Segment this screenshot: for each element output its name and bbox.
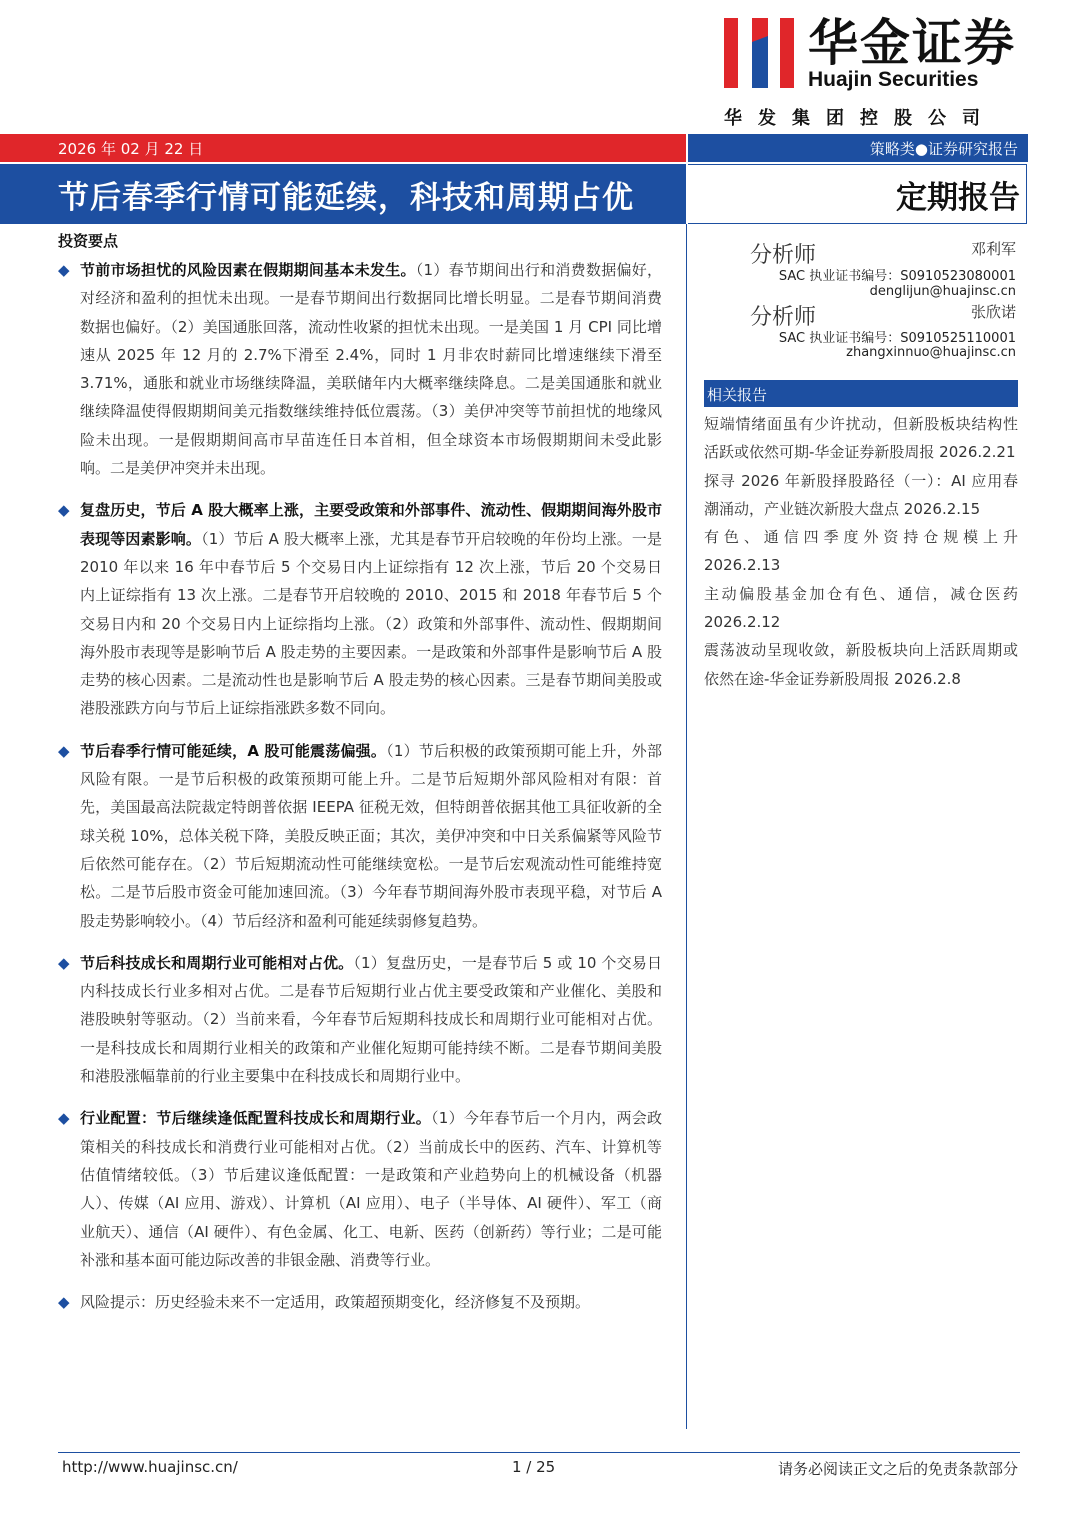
diamond-bullet-icon: ◆: [58, 741, 70, 760]
investment-point: [58, 1104, 662, 1274]
analyst-title: 分析师: [750, 305, 817, 330]
diamond-bullet-icon: ◆: [58, 261, 70, 279]
diamond-bullet-icon: ◆: [58, 953, 70, 972]
point-body: （1）今年春节后一个月内，两会政策相关的科技成长和消费行业可能相对占优。（2）当前成长中的医药、汽车、计算机等估值情绪较低。（3）节后建议逢低配置：一是政策和产业趋势向上的机械设备（机器人）、传媒（AI 应用、游戏）、计算机（AI 应用）、电子（半导体、AI 硬件）、军工（商业航天）、通信（AI 硬件）、有色金属、化工、电新、医药（创新药）等行业；二是可能补涨和基本面可能边际改善的非银金融、消费等行业。: [80, 1109, 662, 1269]
report-date: 2026 年 02 月 22 日: [58, 140, 204, 158]
analyst-email[interactable]: denglijun@huajinsc.cn: [869, 284, 1016, 299]
analyst-sac: SAC 执业证书编号：S0910523080001: [778, 269, 1016, 284]
related-reports-label: 相关报告: [707, 386, 768, 404]
investment-points-label: 投资要点: [58, 232, 119, 250]
risk-body: 历史经验未来不一定适用，政策超预期变化，经济修复不及预期。: [155, 1293, 591, 1312]
point-lead: 行业配置：节后继续逢低配置科技成长和周期行业。: [80, 1109, 432, 1128]
column-divider: [686, 224, 687, 1429]
investment-point: [58, 737, 662, 935]
footer-url[interactable]: http://www.huajinsc.cn/: [62, 1458, 238, 1476]
point-lead: 节前市场担忧的风险因素在假期期间基本未发生。: [80, 261, 416, 279]
analyst-email[interactable]: zhangxinnuo@huajinsc.cn: [846, 345, 1016, 360]
related-report-item[interactable]: 短端情绪面虽有少许扰动，但新股板块结构性活跃或依然可期-华金证券新股周报 2026.2.21: [704, 415, 1018, 462]
point-lead: 节后科技成长和周期行业可能相对占优。: [80, 953, 354, 972]
page-title: 节后春季行情可能延续，科技和周期占优: [58, 180, 634, 216]
analyst-sac: SAC 执业证书编号：S0910525110001: [778, 331, 1016, 346]
analyst-title: 分析师: [750, 243, 817, 268]
related-report-item[interactable]: 探寻 2026 年新股择股路径（一）：AI 应用春潮涌动，产业链次新股大盘点 2026.2.15: [704, 471, 1018, 518]
footer-disclaimer: 请务必阅读正文之后的免责条款部分: [777, 1460, 1018, 1478]
page-number: 1 / 25: [512, 1458, 556, 1476]
point-body: （1）春节期间出行和消费数据偏好，对经济和盈利的担忧未出现。一是春节期间出行数据同比增长明显。二是春节期间消费数据也偏好。（2）美国通胀回落，流动性收紧的担忧未出现。一是美国 1 月 CPI 同比增速从 2025 年 12 月的 2.7%下滑至 2.4%，同时 1 月非农时薪同比增速继续下滑至 3.71%，通胀和就业市场继续降温，美联储年内大概率继续降息。二是美国通胀和就业继续降温使得假期期间美元指数继续维持低位震荡。（3）美伊冲突等节前担忧的地缘风险未出现。一是假期期间高市早苗连任日本首相，但全球资本市场假期期间未受此影响。二是美伊冲突并未出现。: [80, 261, 662, 478]
related-report-item[interactable]: 主动偏股基金加仓有色、通信，减仓医药 2026.2.12: [704, 584, 1018, 632]
brand-name-cn: 华金证券: [808, 14, 1016, 72]
point-body: （1）节后积极的政策预期可能上升，外部风险有限。一是节后积极的政策预期可能上升。二是节后短期外部风险相对有限：首先，美国最高法院裁定特朗普依据 IEEPA 征税无效，但特朗普依据其他工具征收新的全球关税 10%，总体关税下降，美股反映正面；其次，美伊冲突和中日关系偏紧等风险节后依然可能存在。（2）节后短期流动性可能继续宽松。一是节后宏观流动性可能维持宽松。二是节后股市资金可能加速回流。（3）今年春节期间海外股市表现平稳，对节后 A 股走势影响较小。（4）节后经济和盈利可能延续弱修复趋势。: [80, 741, 662, 930]
diamond-bullet-icon: ◆: [58, 501, 70, 520]
group-name: 华发集团控股公司: [724, 108, 996, 129]
investment-point: [58, 496, 662, 722]
report-category: 策略类●证券研究报告: [869, 140, 1018, 158]
point-body: （1）节后 A 股大概率上涨，尤其是春节开启较晚的年份均上涨。一是 2010 年以来 16 年中春节后 5 个交易日内上证综指有 12 次上涨，节后 20 个交易日内上证综指有 13 次上涨。二是春节开启较晚的 2010、2015 和 2018 年春节后 5 个交易日内和 20 个交易日内上证综指均上涨。（2）政策和外部事件、流动性、假期期间海外股市表现等是影响节后 A 股走势的主要因素。一是政策和外部事件是影响节后 A 股走势的核心因素。二是流动性也是影响节后 A 股走势的核心因素。三是春节期间美股或港股涨跌方向与节后上证综指涨跌多数不同向。: [80, 529, 662, 718]
investment-point: [58, 256, 662, 482]
analyst-name: 邓利军: [970, 240, 1016, 258]
point-lead: 复盘历史，节后 A 股大概率上涨，主要受政策和外部事件、流动性、假期期间海外股市表现等因素影响。: [80, 501, 662, 548]
analyst-name: 张欣诺: [970, 303, 1016, 321]
diamond-bullet-icon: ◆: [58, 1109, 70, 1128]
investment-point: [58, 949, 662, 1090]
risk-warning: [58, 1288, 662, 1316]
diamond-bullet-icon: ◆: [58, 1293, 70, 1312]
risk-label: 风险提示：: [80, 1293, 156, 1312]
huajin-logo-icon: [724, 18, 794, 88]
brand-name-en: Huajin Securities: [808, 68, 979, 91]
investment-points: [58, 256, 662, 1330]
related-report-item[interactable]: 有色、通信四季度外资持仓规模上升 2026.2.13: [704, 528, 1018, 575]
related-reports-list: [704, 410, 1018, 693]
footer-divider: [58, 1452, 1020, 1453]
point-lead: 节后春季行情可能延续，A 股可能震荡偏强。: [80, 741, 387, 760]
point-body: （1）复盘历史，一是春节后 5 或 10 个交易日内科技成长行业多相对占优。二是春节后短期行业占优主要受政策和产业催化、美股和港股映射等驱动。（2）当前来看，今年春节后短期科技成长和周期行业可能相对占优。一是科技成长和周期行业相关的政策和产业催化短期可能持续不断。二是春节期间美股和港股涨幅靠前的行业主要集中在科技成长和周期行业中。: [80, 953, 662, 1086]
related-report-item[interactable]: 震荡波动呈现收敛，新股板块向上活跃周期或依然在途-华金证券新股周报 2026.2.8: [704, 641, 1018, 688]
report-type: 定期报告: [896, 180, 1020, 216]
